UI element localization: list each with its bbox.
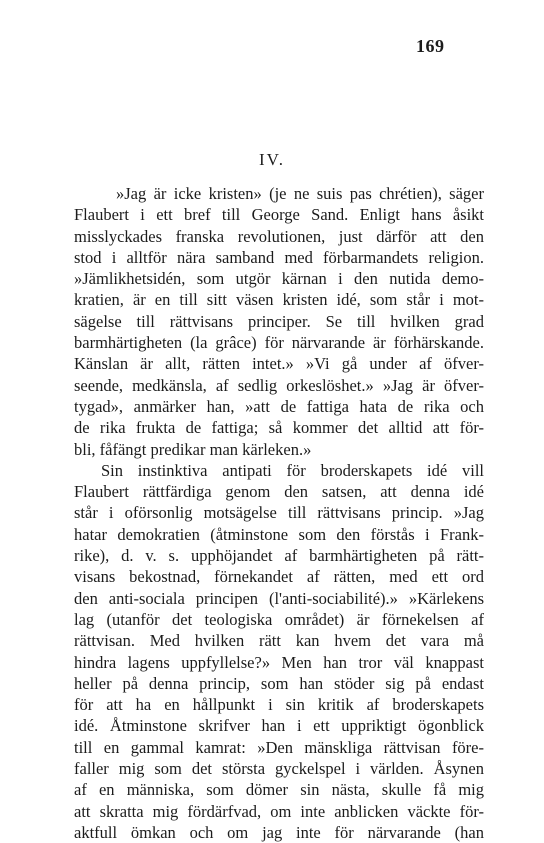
page-number: 169 [416,36,445,56]
text-line: att skratta mig fördärfvad, om inte anblicken väckte för- [74,801,484,821]
text-line: hindra lagens uppfyllelse?» Men han tror väl knappast [74,652,484,672]
text-line: misslyckades franska revolutionen, just därför att den [74,226,484,246]
body-text [74,183,484,843]
text-line: Flaubert rättfärdiga genom den satsen, att denna idé [74,482,484,502]
text-line: står i oförsonlig motsägelse till rättvisans princip. »Jag [74,503,484,523]
text-line: lag (utanför det teologiska området) är förnekelsen af [74,609,484,629]
text-line: rike), d. v. s. upphöjandet af barmhärtigheten på rätt- [74,546,484,566]
text-line: hatar demokratien (åtminstone som den förstås i Frank- [74,524,484,544]
section-heading: IV. [259,150,285,169]
text-line: till en gammal kamrat: »Den mänskliga rättvisan före- [74,737,484,757]
text-line: Känslan är allt, rätten intet.» »Vi gå under af öfver- [74,354,484,374]
text-line: »Jämlikhetsidén, som utgör kärnan i den nutida demo- [74,269,484,289]
text-line: af en människa, som dömer sin nästa, skulle få mig [74,780,484,800]
text-line: de rika frukta de fattiga; så kommer det alltid att för- [74,418,484,438]
text-line: för att ha en hållpunkt i sin kritik af broderskapets [74,695,484,715]
text-line: den anti-sociala principen (l'anti-sociabilité).» »Kärlekens [74,588,484,608]
text-line: faller mig som det största gyckelspel i världen. Åsynen [74,759,484,779]
text-line: tygad», anmärker han, »att de fattiga hata de rika och [74,396,484,416]
text-line: »Jag är icke kristen» (je ne suis pas chrétien), säger [116,184,484,203]
text-line: barmhärtigheten (la grâce) för närvarande är förhärskande. [74,333,484,353]
text-line: rättvisan. Med hvilken rätt kan hvem det vara må [74,631,484,651]
text-line: sägelse till rättvisans principer. Se till hvilken grad [74,311,484,331]
text-line: kratien, är en till sitt väsen kristen idé, som står i mot- [74,290,484,310]
text-line: visans bekostnad, förnekandet af rätten, med ett ord [74,567,484,587]
text-line: Sin instinktiva antipati för broderskapets idé vill [101,460,484,480]
text-line: aktfull ömkan och om jag inte för närvarande (han [74,822,484,842]
text-line: idé. Åtminstone skrifver han i ett uppriktigt ögonblick [74,716,484,736]
text-line: stod i alltför nära samband med förbarmandets religion. [74,247,484,267]
text-line: Flaubert i ett bref till George Sand. Enligt hans åsikt [74,205,484,225]
text-line: seende, medkänsla, af sedlig orkeslöshet.» »Jag är öfver- [74,375,484,395]
text-line: heller på denna princip, som han stöder sig på endast [74,673,484,693]
text-line: bli, fåfängt predikar man kärleken.» [74,439,312,459]
